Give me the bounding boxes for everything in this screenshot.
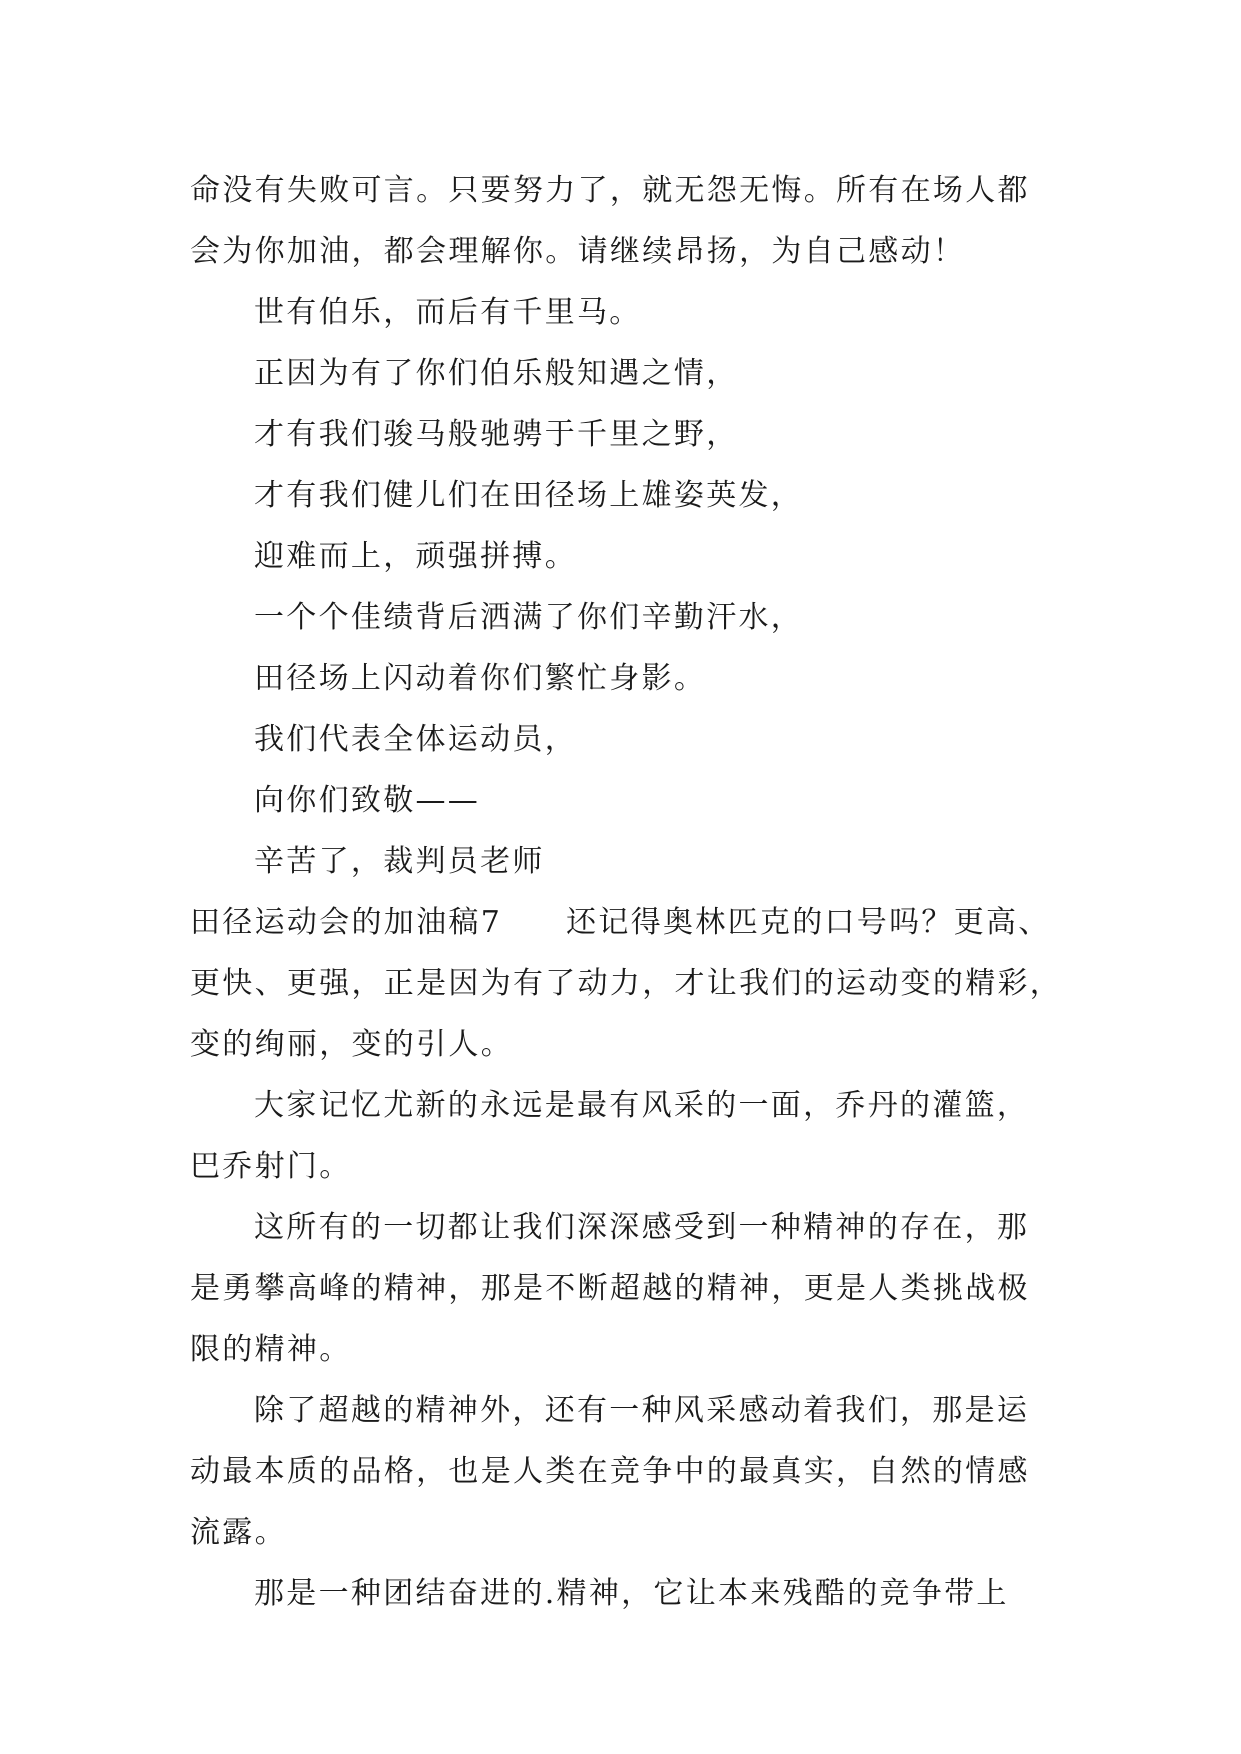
paragraph-line: 更快、更强，正是因为有了动力，才让我们的运动变的精彩， (190, 966, 1063, 1001)
poem-line: 辛苦了，裁判员老师 (254, 844, 545, 879)
paragraph-line: 是勇攀高峰的精神，那是不断超越的精神，更是人类挑战极 (190, 1271, 1030, 1306)
paragraph-line: 那是一种团结奋进的.精神，它让本来残酷的竞争带上 (254, 1576, 1009, 1611)
paragraph-line: 这所有的一切都让我们深深感受到一种精神的存在，那 (254, 1210, 1030, 1245)
poem-line: 迎难而上，顽强拼搏。 (254, 539, 577, 574)
document-body (190, 160, 1070, 1624)
poem-line: 我们代表全体运动员， (254, 722, 577, 757)
paragraph-line: 命没有失败可言。只要努力了，就无怨无悔。所有在场人都 (190, 173, 1030, 208)
poem-line: 才有我们健儿们在田径场上雄姿英发， (254, 478, 804, 513)
paragraph-line: 变的绚丽，变的引人。 (190, 1027, 513, 1062)
paragraph-line: 大家记忆尤新的永远是最有风采的一面，乔丹的灌篮， (254, 1088, 1030, 1123)
paragraph-line: 巴乔射门。 (190, 1149, 352, 1184)
paragraph-line: 世有伯乐，而后有千里马。 (254, 295, 642, 330)
poem-line: 才有我们骏马般驰骋于千里之野， (254, 417, 739, 452)
paragraph-line: 限的精神。 (190, 1332, 352, 1367)
poem-line: 向你们致敬—— (254, 783, 481, 818)
poem-line: 一个个佳绩背后洒满了你们辛勤汗水， (254, 600, 804, 635)
poem-line: 正因为有了你们伯乐般知遇之情， (254, 356, 739, 391)
section-title: 田径运动会的加油稿7 (190, 905, 503, 940)
section-intro-text: 还记得奥林匹克的口号吗？更高、 (566, 905, 1051, 940)
paragraph-line: 会为你加油，都会理解你。请继续昂扬，为自己感动！ (190, 234, 966, 269)
section-heading-line (190, 892, 1070, 953)
paragraph-line: 流露。 (190, 1515, 287, 1550)
paragraph-line: 除了超越的精神外，还有一种风采感动着我们，那是运 (254, 1393, 1030, 1428)
paragraph-line: 动最本质的品格，也是人类在竞争中的最真实，自然的情感 (190, 1454, 1030, 1489)
poem-line: 田径场上闪动着你们繁忙身影。 (254, 661, 707, 696)
